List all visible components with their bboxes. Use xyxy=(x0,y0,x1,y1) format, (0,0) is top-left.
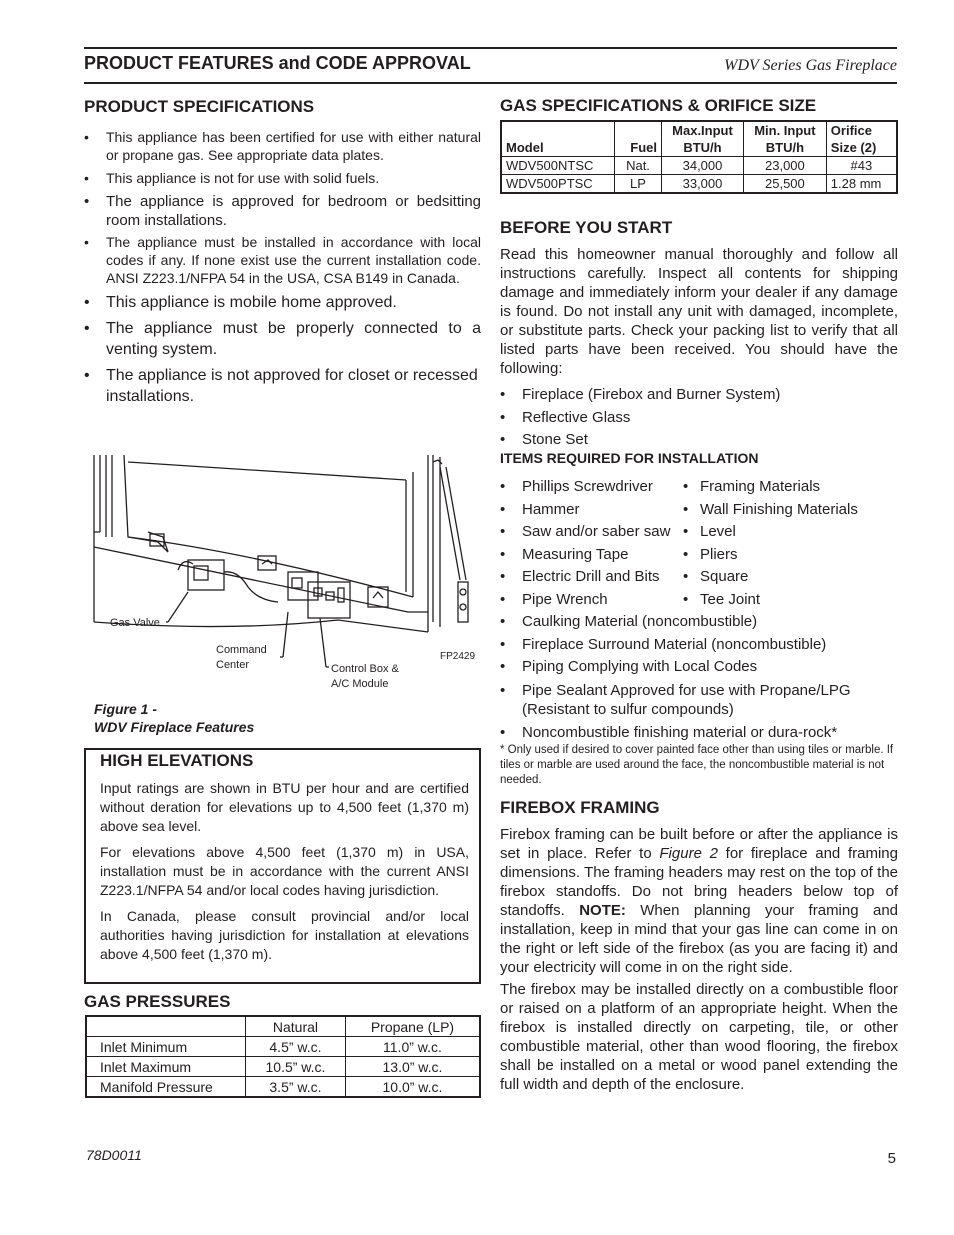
items-required-full-list xyxy=(500,611,898,744)
list-item: • Pipe Wrench xyxy=(500,589,683,612)
cell: 10.5” w.c. xyxy=(246,1057,346,1077)
list-item: • Pipe Sealant Approved for use with Propane/LPG (Resistant to sulfur compounds) xyxy=(500,681,898,719)
command-center-label-2: Center xyxy=(216,659,250,671)
cell: LP xyxy=(615,175,662,194)
cell: WDV500PTSC xyxy=(501,175,615,194)
table-row xyxy=(501,157,897,175)
items-required-right-list xyxy=(683,476,858,611)
product-specs-list xyxy=(84,128,481,407)
series-title: WDV Series Gas Fireplace xyxy=(724,57,897,74)
firebox-framing-text-2: The firebox may be installed directly on a combustible floor or raised on a platform of an appropriate height. When the firebox is installed directly on carpeting, tile, or other combustible material, other than wood flooring, the firebox shall be installed on a metal or wood panel extending the full width and depth of the enclosure. xyxy=(500,981,898,1093)
cell: 34,000 xyxy=(662,157,744,175)
cell: 4.5” w.c. xyxy=(246,1037,346,1057)
cell: 13.0” w.c. xyxy=(345,1057,480,1077)
header-bottom-rule xyxy=(84,82,897,84)
list-item: • Level xyxy=(683,521,858,544)
list-item: • The appliance is not approved for closet or recessed installations. xyxy=(84,365,481,407)
list-item: • Caulking Material (noncombustible) xyxy=(500,611,898,634)
list-item: • Pliers xyxy=(683,544,858,567)
paragraph: Input ratings are shown in BTU per hour and are certified without deration for elevations up to 4,500 feet (1,370 m) above sea level. xyxy=(100,780,469,834)
list-item: • This appliance is mobile home approved. xyxy=(84,292,481,313)
gas-specs-heading: GAS SPECIFICATIONS & ORIFICE SIZE xyxy=(500,96,817,115)
header-cell: Natural xyxy=(246,1016,346,1037)
header-cell: Propane (LP) xyxy=(345,1016,480,1037)
cell: #43 xyxy=(826,157,897,175)
high-elevations-text xyxy=(100,779,469,964)
list-item: • Noncombustible finishing material or dura-rock* xyxy=(500,722,898,745)
gas-pressures-table xyxy=(85,1015,481,1098)
list-item: • Wall Finishing Materials xyxy=(683,499,858,522)
table-header-row xyxy=(501,121,897,157)
header-cell xyxy=(86,1016,246,1037)
page-number: 5 xyxy=(887,1150,896,1167)
figure-reference: Figure 2 xyxy=(659,845,718,862)
figure-caption-line-2: WDV Fireplace Features xyxy=(94,719,255,735)
list-item: • Saw and/or saber saw xyxy=(500,521,683,544)
cell: Inlet Maximum xyxy=(86,1057,246,1077)
cell: Inlet Minimum xyxy=(86,1037,246,1057)
list-item: • Reflective Glass xyxy=(500,407,898,430)
command-center-label-1: Command xyxy=(216,644,267,656)
cell: Manifold Pressure xyxy=(86,1077,246,1098)
list-item: • The appliance must be properly connected to a venting system. xyxy=(84,318,481,360)
cell: WDV500NTSC xyxy=(501,157,615,175)
table-row xyxy=(86,1077,480,1098)
list-item: • This appliance has been certified for use with either natural or propane gas. See appropriate data plates. xyxy=(84,128,481,164)
items-required-columns xyxy=(500,476,898,611)
table-row xyxy=(86,1037,480,1057)
table-header-row xyxy=(86,1016,480,1037)
cell: 10.0” w.c. xyxy=(345,1077,480,1098)
header-cell: Fuel xyxy=(615,121,662,157)
cell: 3.5” w.c. xyxy=(246,1077,346,1098)
list-item: • Tee Joint xyxy=(683,589,858,612)
cell: 33,000 xyxy=(662,175,744,194)
list-item: • Phillips Screwdriver xyxy=(500,476,683,499)
table-row xyxy=(501,175,897,194)
product-specs-heading: PRODUCT SPECIFICATIONS xyxy=(84,97,315,116)
items-required-heading: ITEMS REQUIRED FOR INSTALLATION xyxy=(500,450,759,466)
header-top-rule xyxy=(84,47,897,49)
cell: 1.28 mm xyxy=(826,175,897,194)
figure-code: FP2429 xyxy=(440,651,476,662)
included-parts-list xyxy=(500,384,898,452)
list-item: • The appliance must be installed in accordance with local codes if any. If none exist use the current installation code. ANSI Z223.1/NFPA 54 in the USA, CSA B149 in Canada. xyxy=(84,233,481,287)
header-cell: Min. Input BTU/h xyxy=(743,121,826,157)
control-box-label-2: A/C Module xyxy=(331,678,389,690)
gas-pressures-heading: GAS PRESSURES xyxy=(84,992,231,1011)
list-item: • Square xyxy=(683,566,858,589)
list-item: • Framing Materials xyxy=(683,476,858,499)
paragraph: For elevations above 4,500 feet (1,370 m) in USA, installation must be in accordance with the current ANSI Z223.1/NFPA 54 and/or local codes having jurisdiction. xyxy=(100,844,469,898)
document-number: 78D0011 xyxy=(86,1147,142,1163)
note-label: NOTE: xyxy=(579,902,626,919)
firebox-framing-text-1: Firebox framing can be built before or after the appliance is set in place. Refer to Figure 2 for fireplace and framing dimensions. The framing headers may rest on the top of the firebox standoffs. Do not bring headers below top of standoffs. NOTE: When planning your framing and installation, keep in mind that your gas line can come in on the right or left side of the firebox (as you are facing it) and your electricity will come in on the right side. xyxy=(500,826,899,976)
before-you-start-text: Read this homeowner manual thoroughly and follow all instructions carefully. Inspect all contents for shipping damage and immediately inform your dealer if any damage is found. Do not install any unit with damaged, incomplete, or substitute parts. Check your packing list to verify that all listed parts have been received. You should have the following: xyxy=(500,246,898,377)
figure-caption xyxy=(94,700,254,736)
list-item: • Stone Set xyxy=(500,429,898,452)
list-item: • The appliance is approved for bedroom or bedsitting room installations. xyxy=(84,192,481,230)
table-row xyxy=(86,1057,480,1077)
fireplace-diagram xyxy=(88,452,483,697)
items-required-left-list xyxy=(500,476,683,611)
list-item: • Electric Drill and Bits xyxy=(500,566,683,589)
header-cell: Max.Input BTU/h xyxy=(662,121,744,157)
list-item: • Piping Complying with Local Codes xyxy=(500,656,898,679)
list-item: • Fireplace Surround Material (noncombustible) xyxy=(500,634,898,657)
figure-caption-line-1: Figure 1 - xyxy=(94,701,158,717)
header-cell: Model xyxy=(501,121,615,157)
list-item: • This appliance is not for use with solid fuels. xyxy=(84,169,481,187)
gas-specs-table xyxy=(500,120,898,194)
list-item: • Measuring Tape xyxy=(500,544,683,567)
cell: Nat. xyxy=(615,157,662,175)
cell: 11.0” w.c. xyxy=(345,1037,480,1057)
paragraph: In Canada, please consult provincial and/or local authorities having jurisdiction for installation at elevations above 4,500 feet (1,370 m). xyxy=(100,908,469,962)
header-cell: Orifice Size (2) xyxy=(826,121,897,157)
list-item: • Hammer xyxy=(500,499,683,522)
page-section-title: PRODUCT FEATURES and CODE APPROVAL xyxy=(84,53,471,73)
footnote: * Only used if desired to cover painted face other than using tiles or marble. If tiles or marble are used around the face, the noncombustible material is not needed. xyxy=(500,744,894,786)
control-box-label-1: Control Box & xyxy=(331,663,399,675)
gas-valve-label: Gas Valve xyxy=(110,617,160,629)
high-elevations-heading: HIGH ELEVATIONS xyxy=(100,751,254,770)
cell: 25,500 xyxy=(743,175,826,194)
list-item: • Fireplace (Firebox and Burner System) xyxy=(500,384,898,407)
before-you-start-heading: BEFORE YOU START xyxy=(500,218,673,237)
firebox-framing-heading: FIREBOX FRAMING xyxy=(500,798,660,817)
cell: 23,000 xyxy=(743,157,826,175)
